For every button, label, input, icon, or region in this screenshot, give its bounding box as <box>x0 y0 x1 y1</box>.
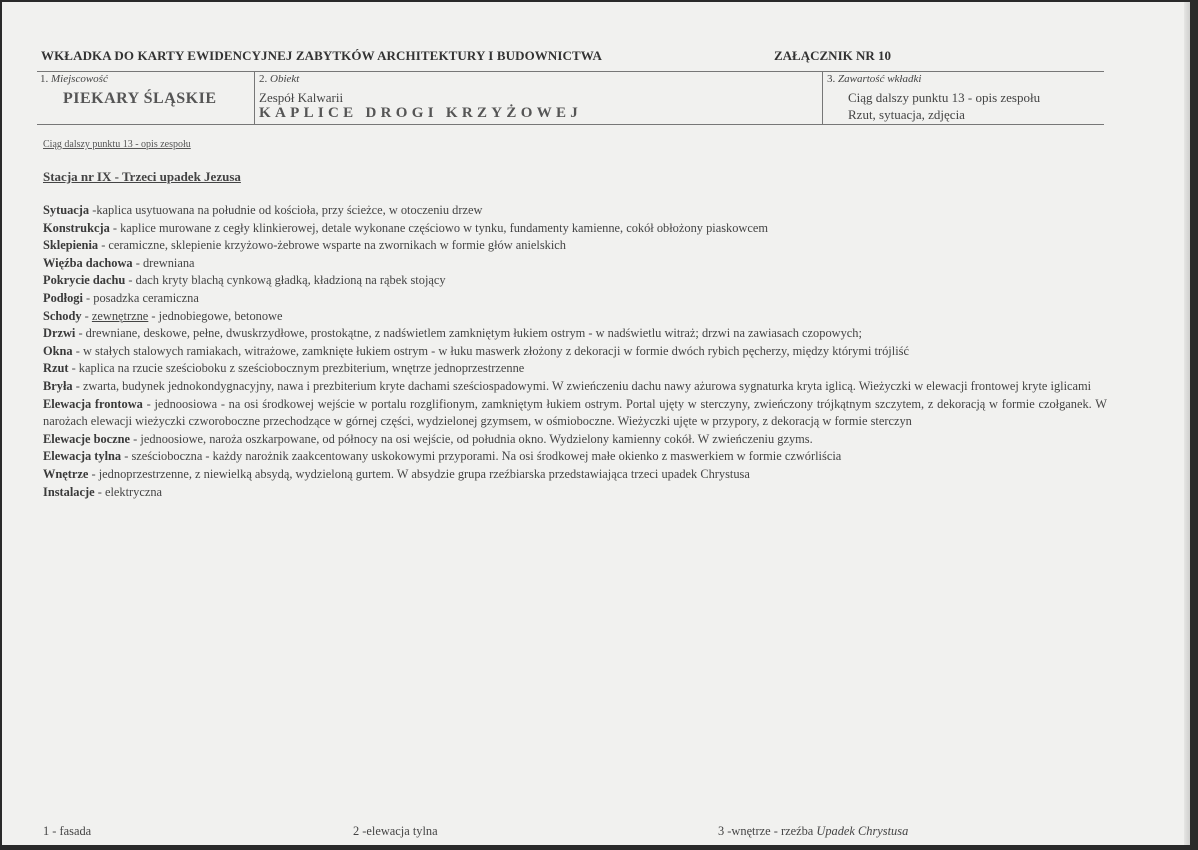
entry-separator: - <box>72 343 83 358</box>
entry-vaults <box>43 237 1107 255</box>
entry-term: Instalacje <box>43 484 95 499</box>
description-body <box>43 202 1107 501</box>
entry-text: drewniana <box>142 255 195 270</box>
contents-cell <box>822 72 1105 124</box>
entry-separator: - <box>132 255 143 270</box>
entry-term: Elewacja tylna <box>43 449 122 464</box>
entry-term: Bryła <box>43 378 73 393</box>
place-value: PIEKARY ŚLĄSKIE <box>63 90 217 107</box>
entry-term: Konstrukcja <box>43 220 110 235</box>
entry-situation <box>43 202 1107 220</box>
entry-underlined: zewnętrzne <box>91 308 149 323</box>
contents-line: Rzut, sytuacja, zdjęcia <box>848 107 965 122</box>
object-value: KAPLICE DROGI KRZYŻOWEJ <box>259 105 583 121</box>
info-table <box>37 71 1104 125</box>
contents-label: Zawartość wkładki <box>838 73 922 85</box>
contents-heading <box>827 73 921 85</box>
entry-term: Wnętrze <box>43 466 89 481</box>
entry-roof-covering <box>43 272 1107 290</box>
entry-roof-truss <box>43 255 1107 273</box>
object-cell <box>254 72 822 124</box>
entry-text: kaplica usytuowana na południe od kościoła, przy ścieżce, w otoczeniu drzew <box>96 203 483 217</box>
entry-term: Rzut <box>43 361 69 376</box>
entry-term: Więźba dachowa <box>43 255 133 270</box>
entry-separator: - <box>88 466 99 481</box>
place-heading <box>40 73 108 85</box>
entry-term: Elewacja frontowa <box>43 396 143 411</box>
entry-text: elektryczna <box>104 484 163 499</box>
entry-separator: - <box>68 361 79 376</box>
entry-separator: - <box>98 238 109 253</box>
entry-term: Drzwi <box>43 326 76 341</box>
entry-term: Sklepienia <box>43 238 99 253</box>
entry-windows <box>43 343 1107 361</box>
entry-text: posadzka ceramiczna <box>93 290 199 305</box>
entry-text: sześcioboczna - każdy narożnik zaakcentowany uskokowymi przyporami. Na osi środkowej małe okienko z maswerkiem w formie czwórliścia <box>131 449 842 464</box>
entry-stairs <box>43 308 1107 326</box>
document-page <box>2 2 1190 845</box>
entry-text: dach kryty blachą cynkową gładką, kładzioną na rąbek stojący <box>135 273 446 288</box>
entry-text: jednoosiowe, naroża oszkarpowane, od północy na osi wejście, od południa okno. Wydzielony kamienny cokół. W zwieńczeniu gzyms. <box>140 431 813 446</box>
place-cell <box>37 72 253 124</box>
caption-prefix: 3 -wnętrze - rzeźba <box>718 824 817 838</box>
place-label: Miejscowość <box>51 73 108 85</box>
entry-separator: - <box>75 326 86 341</box>
entry-text: zwarta, budynek jednokondygnacyjny, nawa i prezbiterium kryte dachami sześciospadowymi. W zwieńczeniu dachu nawy ażurowa sygnaturka kryta iglicą. Wieżyczki w elewacji frontowej kryte iglicami <box>82 378 1092 393</box>
document-title: WKŁADKA DO KARTY EWIDENCYJNEJ ZABYTKÓW ARCHITEKTURY I BUDOWNICTWA <box>41 48 602 63</box>
entry-installations <box>43 484 1107 502</box>
entry-separator: - <box>142 396 155 411</box>
entry-construction <box>43 220 1107 238</box>
entry-separator: - <box>130 431 141 446</box>
entry-doors <box>43 325 1107 343</box>
entry-term: Okna <box>43 343 73 358</box>
object-heading <box>259 73 299 85</box>
annex-number: ZAŁĄCZNIK NR 10 <box>774 48 892 63</box>
entry-term: Sytuacja <box>43 203 90 217</box>
entry-plan <box>43 360 1107 378</box>
entry-separator: - <box>72 378 83 393</box>
entry-term: Elewacje boczne <box>43 431 131 446</box>
entry-front-elevation <box>43 396 1107 431</box>
entry-term: Pokrycie dachu <box>43 273 126 288</box>
entry-text: drewniane, deskowe, pełne, dwuskrzydłowe, prostokątne, z nadświetlem zamkniętym łukiem ostrym - w nadświetlu witraż; drzwi na zawiasach czopowych; <box>85 326 862 341</box>
entry-term: Podłogi <box>43 290 83 305</box>
entry-text: jednoosiowa - na osi środkowej wejście w portalu rozglifionym, zamkniętym łukiem ostrym. Portal ujęty w sterczyny, zwieńczony trójkątnym szczytem, z dekoracją w formie czołganek. W narożach elewacji wieżyczki czworoboczne przechodzące w górnej części, wydzielonej gzymsem, w ośmioboczne. Wieżyczki ujęte w przypory, z dekoracją w formie sterczyn <box>43 396 1107 429</box>
entry-separator: - <box>89 203 97 217</box>
place-number: 1. <box>40 73 49 85</box>
photo-caption-2: 2 -elewacja tylna <box>353 824 438 838</box>
entry-text: kaplice murowane z cegły klinkierowej, detale wykonane częściowo w tynku, fundamenty kamienne, cokół obłożony piaskowcem <box>120 220 768 235</box>
entry-side-elevations <box>43 431 1107 449</box>
entry-separator: - <box>121 449 132 464</box>
entry-separator: - <box>109 220 121 235</box>
page-edge-shadow <box>1184 2 1190 845</box>
entry-term: Schody <box>43 308 82 323</box>
caption-italic-title: Upadek Chrystusa <box>816 824 909 838</box>
entry-separator: - <box>94 484 105 499</box>
entry-text: - jednobiegowe, betonowe <box>148 308 283 323</box>
entry-interior <box>43 466 1107 484</box>
station-title: Stacja nr IX - Trzeci upadek Jezusa <box>43 169 241 184</box>
contents-line: Ciąg dalszy punktu 13 - opis zespołu <box>848 90 1041 105</box>
photo-caption-1: 1 - fasada <box>43 824 92 838</box>
object-subtitle: Zespół Kalwarii <box>259 90 344 105</box>
entry-separator: - <box>125 273 136 288</box>
entry-text: ceramiczne, sklepienie krzyżowo-żebrowe wsparte na zwornikach w formie głów anielskich <box>108 238 566 253</box>
continuation-note: Ciąg dalszy punktu 13 - opis zespołu <box>43 139 191 150</box>
entry-text: w stałych stalowych ramiakach, witrażowe, zamknięte łukiem ostrym - w łuku maswerk złożony z dekoracji w formie dwóch rybich pęcherzy, między którymi trójliść <box>82 343 909 358</box>
entry-separator: - <box>81 308 92 323</box>
entry-rear-elevation <box>43 448 1107 466</box>
contents-number: 3. <box>827 73 836 85</box>
entry-floors <box>43 290 1107 308</box>
photo-caption-3 <box>718 824 908 839</box>
object-number: 2. <box>259 73 268 85</box>
entry-separator: - <box>82 290 94 305</box>
entry-massing <box>43 378 1107 396</box>
object-label: Obiekt <box>270 73 300 85</box>
entry-text: jednoprzestrzenne, z niewielką absydą, wydzieloną gurtem. W absydzie grupa rzeźbiarska przedstawiająca trzeci upadek Chrystusa <box>98 466 750 481</box>
entry-text: kaplica na rzucie sześcioboku z sześciobocznym prezbiterium, wnętrze jednoprzestrzenne <box>78 361 525 376</box>
